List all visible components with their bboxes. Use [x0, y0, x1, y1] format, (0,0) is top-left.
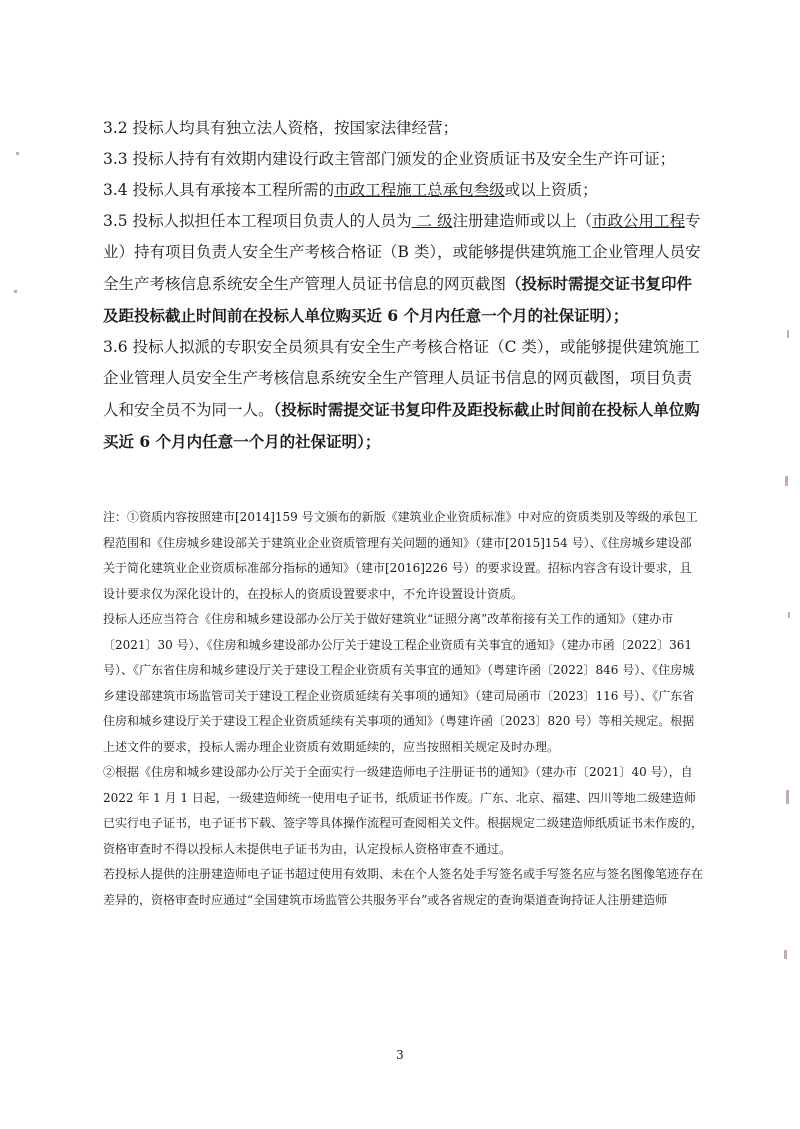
note-2: 投标人还应当符合《住房和城乡建设部办公厅关于做好建筑业“证照分离”改革衔接有关工作的通知》（建办市〔2021〕30 号）、《住房和城乡建设部办公厅关于建设工程企业资质有关事宜的通知》（建办市函〔2022〕361 号）、《广东省住房和城乡建设厅关于建设工程企业资质有关事宜的通知》（粤建许函〔2022〕846 号）、《住房城乡建设部建筑市场监管司关于建设工程企业资质延续有关事项的通知》（建司局函市〔2023〕116 号）、《广东省住房和城乡建设厅关于建设工程企业资质延续有关事项的通知》（粤建许函〔2023〕820 号）等相关规定。根据上述文件的要求，投标人需办理企业资质有效期延续的，应当按照相关规定及时办理。 [103, 612, 695, 754]
note-4: 若投标人提供的注册建造师电子证书超过使用有效期、未在个人签名处手写签名或手写签名应与签名图像笔迹存在差异的，资格审查时应通过“全国建筑市场监管公共服务平台”或各省规定的查询渠道查询持证人注册建造师 [103, 867, 704, 907]
note-1: 注：①资质内容按照建市[2014]159 号文颁布的新版《建筑业企业资质标准》中对应的资质类别及等级的承包工程范围和《住房城乡建设部关于建筑业企业资质管理有关问题的通知》（建市[2015]154 号）、《住房城乡建设部关于简化建筑业企业资质标准部分指标的通知》（建市[2016]226 号）的要求设置。招标内容含有设计要求，且设计要求仅为深化设计的，在投标人的资质设置要求中，不允许设置设计资质。 [103, 510, 698, 601]
clause-3-5-bold-note: （投标时需提交证书复印件及距投标截止时间前在投标人单位购买近 6 个月内任意一个月的社保证明）； [103, 274, 693, 325]
page-number: 3 [396, 1048, 404, 1062]
scan-speck [16, 152, 19, 155]
builder-grade: 二 级 [411, 212, 453, 230]
clause-3-4-pre: 3.4 投标人具有承接本工程所需的 [103, 181, 335, 199]
clause-3-4-post: 或以上资质； [504, 181, 598, 199]
clause-3-5-post: 专业）持有项目负责人安全生产考核合格证（B 类），或能够提供建筑施工企业管理人员安全生产考核信息系统安全生产管理人员证书信息的网页截图 [103, 212, 701, 293]
note-3: ②根据《住房和城乡建设部办公厅关于全面实行一级建造师电子注册证书的通知》（建办市〔2021〕40 号），自 2022 年 1 月 1 日起，一级建造师统一使用电子证书，纸质证书作废。广东、北京、福建、四川等地二级建造师已实行电子证书，电子证书下载、签字等具体操作流程可查阅相关文件。根据规定二级建造师纸质证书未作废的，资格审查时不得以投标人未提供电子证书为由，认定投标人资格审查不通过。 [103, 765, 704, 856]
clause-3-6-bold-note: （投标时需提交证书复印件及距投标截止时间前在投标人单位购买近 6 个月内任意一个月的社保证明）； [103, 400, 700, 451]
scan-speck [14, 290, 17, 293]
qualification-level: 市政工程施工总承包叁级 [334, 181, 505, 199]
clause-3-5 [103, 206, 703, 332]
clause-3-6 [103, 332, 703, 458]
scan-speck [786, 790, 789, 804]
main-requirements [103, 113, 703, 458]
clause-3-2: 3.2 投标人均具有独立法人资格，按国家法律经营； [103, 119, 459, 137]
scan-speck [788, 612, 790, 618]
clause-3-3: 3.3 投标人持有有效期内建设行政主管部门颁发的企业资质证书及安全生产许可证； [103, 150, 676, 168]
scan-speck [784, 950, 787, 959]
clause-3-5-pre: 3.5 投标人拟担任本工程项目负责人的人员为 [103, 212, 412, 230]
scan-speck [785, 476, 788, 486]
clause-3-4 [103, 175, 703, 206]
notes-section [103, 505, 703, 913]
clause-3-5-mid: 注册建造师或以上（ [452, 212, 592, 230]
clause-3-6-pre: 3.6 投标人拟派的专职安全员须具有安全生产考核合格证（C 类），或能够提供建筑施工企业管理人员安全生产考核信息系统安全生产管理人员证书信息的网页截图，项目负责人和安全员不为同一人。 [103, 338, 700, 419]
scan-speck [787, 330, 789, 338]
builder-specialty: 市政公用工程 [591, 212, 685, 230]
